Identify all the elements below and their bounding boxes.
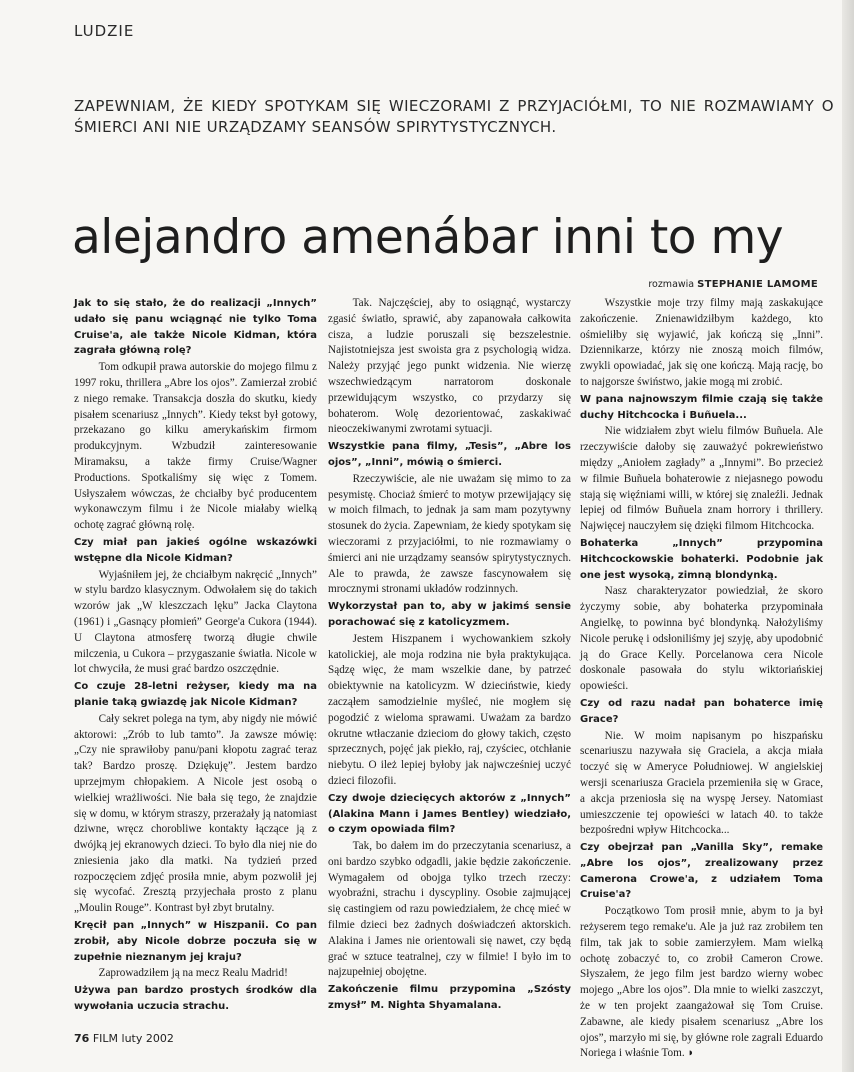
question: W pana najnowszym filmie czają się także duchy Hitchcocka i Buñuela... [580, 393, 823, 421]
question: Co czuje 28-letni reżyser, kiedy ma na planie taką gwiazdę jak Nicole Kidman? [74, 681, 317, 708]
question: Kręcił pan „Innych” w Hiszpanii. Co pan zrobił, aby Nicole dobrze poczuła się w zupełnie nieznanym jej kraju? [74, 920, 317, 963]
answer: Tak. Najczęściej, aby to osiągnąć, wystarczy zgasić światło, sprawić, aby zapanowała całkowita cisza, a ludzie poruszali się bezszelestnie. Najistotniejsza jest swoista gra z psychologią widza. Należy przyjąć jego punkt widzenia. Nie wierzę wszechwiedzącym narratorom doskonale przewidującym wszystko, co przydarzy się bohaterom. Wolę dezorientować, zaskakiwać nieoczekiwanymi zwrotami sytuacji. [328, 297, 571, 436]
answer: Nie. W moim napisanym po hiszpańsku scenariuszu nazywała się Graciela, a akcja miała toczyć się w Ameryce Południowej. W angielskiej wersji scenariusza Graciela przemieniła się w Grace, a akcja przeniosła się na wyspę Jersey. Natomiast umieszczenie tej opowieści w latach 40. to także bezpośredni wpływ Hitchcocka... [580, 729, 823, 837]
question: Czy od razu nadał pan bohaterce imię Grace? [580, 697, 823, 725]
question: Czy miał pan jakieś ogólne wskazówki wstępne dla Nicole Kidman? [74, 536, 317, 564]
answer: Początkowo Tom prosił mnie, abym to ja był reżyserem tego remake'u. Ale ja już raz zrobiłem ten film, tak jak to sobie zamierzyłem. Mam wielką ochotę zobaczyć to, co zrobił Cameron Crowe. Słyszałem, że jego film jest bardzo wierny wobec mojego „Abre los ojos”. Dla mnie to wielki zaszczyt, że w ten projekt zaangażował się Tom Cruise. Zabawne, ale kiedy pisałem scenariusz „Abre los ojos”, marzyło mi się, by główne role zagrali Eduardo Noriega i właśnie Tom. ◗ [580, 905, 823, 1060]
question: Używa pan bardzo prostych środków dla wywołania uczucia strachu. [74, 985, 317, 1013]
byline-prefix: rozmawia [648, 279, 695, 290]
page-footer [74, 1032, 174, 1045]
column-1 [74, 296, 317, 1034]
magazine-name: FILM [92, 1032, 119, 1045]
question: Wykorzystał pan to, aby w jakimś sensie porachować się z katolicyzmem. [328, 601, 571, 628]
issue-date: luty 2002 [121, 1032, 174, 1045]
column-3 [580, 296, 823, 1060]
byline-author: STEPHANIE LAMOME [697, 279, 818, 290]
answer: Zaprowadziłem ją na mecz Realu Madrid! [98, 967, 288, 980]
answer: Rzeczywiście, ale nie uważam się mimo to za pesymistę. Chociaż śmierć to motyw przewijający się w moich filmach, to jednak ja sam mam pozytywny stosunek do życia. Zapewniam, że kiedy spotykam się wieczorami z przyjaciółmi, to nie rozmawiamy o śmierci ani nie urządzamy seansów spirytystycznych. Ale to prawda, że zawsze fascynowałem się mrocznymi stronami układów rodzinnych. [328, 472, 571, 596]
question: Zakończenie filmu przypomina „Szósty zmysł” M. Nighta Shyamalana. [328, 984, 571, 1012]
question: Czy obejrzał pan „Vanilla Sky”, remake „Abre los ojos”, zrealizowany przez Camerona Crowe'a, z udziałem Toma Cruise'a? [580, 842, 823, 901]
page-spine-shadow [842, 0, 854, 1072]
answer: Wyjaśniłem jej, że chciałbym nakręcić „Innych” w stylu bardzo klasycznym. Odwołałem się do takich wzorów jak „W kleszczach lęku” Jacka Claytona (1961) i „Gasnący płomień” George'a Cukora (1944). U Claytona atmosferę tworzą długie chwile milczenia, u Cukora – przygaszanie światła. Nicole w lot chwyciła, że musi grać bardzo oszczędnie. [74, 568, 317, 676]
column-2 [328, 296, 571, 1034]
question: Jak to się stało, że do realizacji „Innych” udało się panu wciągnąć nie tylko Toma Cruise'a, ale także Nicole Kidman, która zagrała główną rolę? [74, 298, 317, 357]
answer: Tak, bo dałem im do przeczytania scenariusz, a oni bardzo szybko odgadli, jakie będzie zakończenie. Wymagałem od obojga tylko trzech rzeczy: wyobraźni, strachu i dyscypliny. Osobie zajmującej się castingiem od razu powiedziałem, że chcę mieć w filmie dzieci bez żadnych doświadczeń aktorskich. Alakina i James nie orientowali się nawet, czy będą grać w sztuce teatralnej, czy w filmie! I było im to najzupełniej obojętne. [328, 840, 571, 979]
answer: Wszystkie moje trzy filmy mają zaskakujące zakończenie. Znienawidziłbym każdego, kto ośmieliłby się wyjawić, jak kończą się „Inni”. Dziennikarze, którzy nie znoszą moich filmów, zwykli opowiadać, jak się one kończą. Mają rację, bo to najgorsze świństwo, jakie mogą mi zrobić. [580, 297, 823, 388]
answer: Nie widziałem zbyt wielu filmów Buñuela. Ale rzeczywiście dałoby się zauważyć pokrewieństwo między „Aniołem zagłady” a „Innymi”. Bo przecież w filmie Buñuela bohaterowie z niejasnego powodu stają się więźniami willi, w której się znaleźli. Jednak lepiej od filmów Buñuela znam horrory i thrillery. Najwięcej nauczyłem się dzięki filmom Hitchcocka. [580, 425, 823, 533]
pull-quote: ZAPEWNIAM, ŻE KIEDY SPOTYKAM SIĘ WIECZORAMI Z PRZYJACIÓŁMI, TO NIE ROZMAWIAMY O ŚMIERCI ANI NIE URZĄDZAMY SEANSÓW SPIRYTYSTYCZNYCH. [74, 97, 834, 136]
question: Czy dwoje dziecięcych aktorów z „Innych” (Alakina Mann i James Bentley) wiedziało, o czym opowiada film? [328, 792, 571, 836]
question: Bohaterka „Innych” przypomina Hitchcockowskie bohaterki. Podobnie jak one jest wysoką, zimną blondynką. [580, 537, 823, 581]
answer: Nasz charakteryzator powiedział, że skoro życzymy sobie, aby bohaterka przypominała Angielkę, to powinna być blondynką. Nałożyliśmy Nicole perukę i odsłoniliśmy jej szyję, aby upodobnić ją do Grace Kelly. Porcelanowa cera Nicole doskonale pasowała do stylu wiktoriańskiej opowieści. [580, 585, 823, 693]
answer: Cały sekret polega na tym, aby nigdy nie mówić aktorowi: „Zrób to lub tamto”. Ja zawsze mówię: „Czy nie sprawiłoby panu/pani kłopotu zagrać teraz tak? Bardzo proszę. Dziękuję”. Jestem bardzo uprzejmym chłopakiem. A Nicole jest osobą o wielkiej wrażliwości. Nie bała się tego, że znajdzie się w domu, w którym straszy, przerażały ją natomiast dziwne, wręcz chorobliwe kontakty łączące ją z dwójką jej ekranowych dzieci. To było dla niej nie do zniesienia jako dla matki. Na tydzień przed rozpoczęciem zdjęć prosiła mnie, abym pozwolił jej się wycofać. Zresztą przyjechała prosto z planu „Moulin Rouge”. Kontrast był zbyt brutalny. [74, 712, 317, 915]
answer: Tom odkupił prawa autorskie do mojego filmu z 1997 roku, thrillera „Abre los ojos”. Zamierzał zrobić z niego remake. Transakcja doszła do skutku, kiedy pisałem scenariusz „Innych”. Kiedy tekst był gotowy, przekazano go kilku amerykańskim firmom produkcyjnym. Wzbudził zainteresowanie Miramaksu, a także firmy Cruise/Wagner Productions. Spotkaliśmy się więc z Tomem. Usłyszałem wówczas, że chciałby być producentem wykonawczym filmu i że Nicole miałaby wielką ochotę zagrać główną rolę. [74, 361, 317, 532]
byline [648, 279, 818, 290]
section-label: LUDZIE [74, 22, 135, 40]
headline: alejandro amenábar inni to my [72, 210, 784, 265]
question: Wszystkie pana filmy, „Tesis”, „Abre los ojos”, „Inni”, mówią o śmierci. [328, 441, 571, 468]
page-number: 76 [74, 1032, 90, 1045]
answer: Jestem Hiszpanem i wychowankiem szkoły katolickiej, ale moja rodzina nie była praktykująca. Sądzę więc, że mam wszelkie dane, by patrzeć obiektywnie na katolicyzm. W dzieciństwie, kiedy zacząłem samodzielnie myśleć, nie mogłem się pogodzić z wieloma sprawami. Uważam za bardzo okrutne wtłaczanie dzieciom do głowy takich, często sprzecznych, pojęć jak piekło, raj, czyściec, otchłanie niebytu. O ileż lepiej byłoby jak najwcześniej uczyć dzieci filozofii. [328, 632, 571, 787]
